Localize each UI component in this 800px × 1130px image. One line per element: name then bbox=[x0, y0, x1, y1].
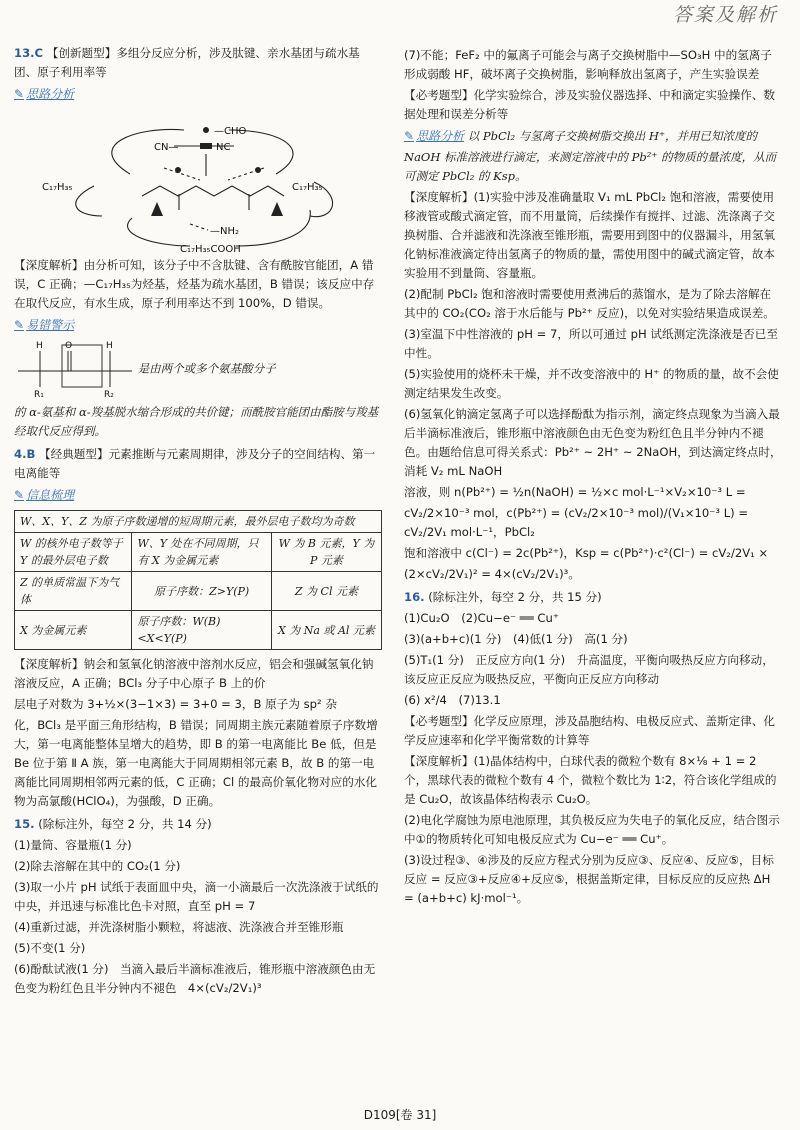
q13-reaction-diagram bbox=[14, 106, 382, 256]
q13-error-label: ✎ 易错警示 bbox=[14, 318, 75, 332]
q15-answer-6: (6)酚酞试液(1 分) 当滴入最后半滴标准液后，锥形瓶中溶液颜色由无色变为粉红色且半分钟内不褪色 4×(cV₂/2V₁)³ bbox=[14, 962, 376, 995]
q15-number: 15. bbox=[14, 817, 35, 831]
table-cell: X 为 Na 或 Al 元素 bbox=[271, 611, 381, 650]
question-16 bbox=[404, 588, 782, 908]
label-cn: CN— bbox=[154, 142, 179, 153]
q15-deep-3: (3)室温下中性溶液的 pH = 7，所以可通过 pH 试纸测定洗涤液是否已至中性。 bbox=[404, 327, 778, 360]
q16-answer-4: (6) x²/4 (7)13.1 bbox=[404, 693, 501, 707]
table-cell: 原子序数：Z>Y(P) bbox=[132, 572, 271, 611]
q16-answer-3: (5)T₁(1 分) 正反应方向(1 分) 升高温度，平衡向吸热反应方向移动，该反应正反应为吸热反应，平衡向正反应方向移动 bbox=[404, 653, 774, 686]
q14-tip-label: ✎ 信息梳理 bbox=[14, 488, 75, 502]
label-cooh: C₁₇H₃₅COOH bbox=[180, 244, 241, 255]
table-cell: W 的核外电子数等于 Y 的最外层电子数 bbox=[15, 533, 132, 572]
label-c17-right: C₁₇H₃₅ bbox=[292, 182, 323, 193]
q13-tip-label: ✎ 思路分析 bbox=[14, 87, 75, 101]
q16-heading bbox=[404, 588, 782, 607]
q16-must-type: 【必考题型】化学反应原理，涉及晶胞结构、电极反应式、盖斯定律、化学反应速率和化学平衡常数的计算等 bbox=[404, 714, 776, 747]
label-o: O bbox=[65, 341, 73, 351]
q16-deep-2: (2)电化学腐蚀为原电池原理，其负极反应为失电子的氧化反应，结合图示中①的物质转化可知电极反应式为 Cu−e⁻ ══ Cu⁺。 bbox=[404, 813, 780, 846]
right-column bbox=[404, 6, 782, 910]
q15-scoring: (除标注外，每空 2 分，共 14 分) bbox=[38, 817, 212, 831]
q15-tip-label: ✎ 思路分析 bbox=[404, 129, 465, 143]
q16-answer-1: (1)Cu₂O (2)Cu−e⁻ ══ Cu⁺ bbox=[404, 611, 559, 625]
table-row bbox=[15, 572, 382, 611]
label-h: H bbox=[36, 341, 43, 351]
table-cell: W 为 B 元素，Y 为 P 元素 bbox=[271, 533, 381, 572]
q16-deep-1: 【深度解析】(1)晶体结构中，白球代表的微粒个数有 8×⅛ + 1 = 2 个，黑球代表的微粒个数有 4 个，微粒个数比为 1∶2，符合该化学组成的是 Cu₂O，故该晶体结构表示 Cu₂O。 bbox=[404, 754, 777, 806]
label-nh2: —NH₂ bbox=[210, 226, 240, 237]
pen-icon: ✎ bbox=[404, 129, 415, 143]
arc-left-bottom bbox=[128, 218, 190, 246]
atom-dot bbox=[255, 167, 261, 173]
question-15-continued bbox=[404, 46, 782, 584]
q15-answer-5: (5)不变(1 分) bbox=[14, 941, 86, 955]
q15-answer-7: (7)不能；FeF₂ 中的氟离子可能会与离子交换树脂中—SO₃H 中的氢离子形成弱酸 HF，破坏离子交换树脂，影响释放出氢离子，产生实验误差 bbox=[404, 48, 772, 81]
q15-must-type: 【必考题型】化学实验综合，涉及实验仪器选择、中和滴定实验操作、数据处理和误差分析等 bbox=[404, 88, 776, 121]
q16-scoring: (除标注外，每空 2 分，共 15 分) bbox=[428, 590, 602, 604]
question-14 bbox=[14, 445, 382, 811]
q14-deep-1: 【深度解析】钠会和氢氧化钠溶液中溶剂水反应，铝会和强碱氢氧化钠溶液反应，A 正确；BCl₃ 分子中心原子 B 上的价 bbox=[14, 657, 374, 690]
q15-heading bbox=[14, 815, 382, 834]
q14-deep-2: 层电子对数为 3+½×(3−1×3) = 3+0 = 3，B 原子为 sp² 杂 bbox=[14, 697, 337, 711]
table-row bbox=[15, 611, 382, 650]
q15-deep-7: cV₂/2×10⁻³ mol，c(Pb²⁺) = (cV₂/2×10⁻³ mol)/(V₁×10⁻³ L) = cV₂/2V₁ mol·L⁻¹，PbCl₂ bbox=[404, 506, 749, 539]
page-header-title: 答案及解析 bbox=[672, 4, 778, 26]
wedge-right bbox=[271, 202, 283, 216]
q16-deep-3: (3)设过程③、④涉及的反应方程式分别为反应③、反应④、反应⑤，目标反应 = 反应③+反应④+反应⑤，根据盖斯定律，目标反应的反应热 ΔH = (a+b+c) kJ·mol⁻¹。 bbox=[404, 853, 774, 905]
q15-answer-3: (3)取一小片 pH 试纸于表面皿中央，滴一小滴最后一次洗涤液于试纸的中央，并迅速与标准比色卡对照，直至 pH = 7 bbox=[14, 880, 379, 913]
label-nc: NC bbox=[216, 142, 231, 153]
table-row bbox=[15, 533, 382, 572]
wedge-left bbox=[151, 202, 163, 216]
q14-number: 4.B bbox=[14, 447, 36, 461]
q15-deep-4: (5)实验使用的烧杯未干燥，并不改变溶液中的 H⁺ 的物质的量，故不会使测定结果发生改变。 bbox=[404, 367, 779, 400]
q15-deep-5: (6)氢氧化钠滴定氢离子可以选择酚酞为指示剂，滴定终点现象为当滴入最后半滴标准液后，锥形瓶中溶液颜色由无色变为粉红色且半分钟内不褪色。由题给信息可得关系式：Pb²⁺ ~ 2H⁺ ~ 2NaOH，到达滴定终点时，消耗 V₂ mL NaOH bbox=[404, 407, 782, 478]
table-row bbox=[15, 511, 382, 533]
q14-info-table bbox=[14, 510, 382, 650]
atom-dot bbox=[203, 127, 209, 133]
q13-heading bbox=[14, 44, 382, 82]
q13-deep-analysis: 【深度解析】由分析可知，该分子中不含肽键、含有酰胺官能团，A 错误，C 正确；—C₁₇H₃₅为烃基，烃基为疏水基团，B 错误；该反应中存在取代反应，有水生成，原子利用率达不到 100%，D 错误。 bbox=[14, 258, 375, 310]
table-cell: W、X、Y、Z 为原子序数递增的短周期元素，最外层电子数均为奇数 bbox=[15, 511, 382, 533]
label-r1: R₁ bbox=[34, 390, 44, 400]
q15-deep-6: 溶液，则 n(Pb²⁺) = ½n(NaOH) = ½×c mol·L⁻¹×V₂×10⁻³ L = bbox=[404, 485, 746, 499]
q16-answer-2: (3)(a+b+c)(1 分) (4)低(1 分) 高(1 分) bbox=[404, 632, 628, 646]
q15-tip: ✎ 思路分析 以 PbCl₂ 与氢离子交换树脂交换出 H⁺，并用已知浓度的 NaOH 标准溶液进行滴定，来测定溶液中的 Pb²⁺ 的物质的量浓度，从而可测定 PbCl₂ 的 Ksp。 bbox=[404, 129, 777, 183]
q15-deep-8: 饱和溶液中 c(Cl⁻) = 2c(Pb²⁺)，Ksp = c(Pb²⁺)·c²(Cl⁻) = cV₂/2V₁ × bbox=[404, 546, 769, 560]
pen-icon: ✎ bbox=[14, 87, 25, 101]
q15-deep-1: 【深度解析】(1)实验中涉及准确量取 V₁ mL PbCl₂ 饱和溶液，需要使用移液管或酸式滴定管，而不用量筒，后续操作有搅拌、过滤、洗涤离子交换树脂、合并滤液和洗涤液至锥形瓶，需要用到图中的仪器漏斗，用氢氧化钠标准液滴定待出氢离子的物质的量，需使用图中的碱式滴定管，故本实验用不到量筒、容量瓶。 bbox=[404, 190, 776, 280]
label-r2: R₂ bbox=[104, 390, 114, 400]
table-cell: 原子序数：W(B)<X<Y(P) bbox=[132, 611, 271, 650]
q14-heading bbox=[14, 445, 382, 483]
label-cho: —CHO bbox=[214, 126, 247, 137]
q15-deep-2: (2)配制 PbCl₂ 饱和溶液时需要使用煮沸后的蒸馏水，是为了除去溶解在其中的 CO₂(CO₂ 溶于水后能与 Pb²⁺ 反应)，以免对实验结果造成误差。 bbox=[404, 287, 775, 320]
atom-dot bbox=[175, 167, 181, 173]
atom-block bbox=[200, 143, 212, 149]
q15-answer-4: (4)重新过滤，并洗涤树脂小颗粒，将滤液、洗涤液合并至锥形瓶 bbox=[14, 920, 344, 934]
peptide-bond-diagram bbox=[14, 337, 134, 401]
left-column bbox=[14, 44, 382, 1000]
pen-icon: ✎ bbox=[14, 318, 25, 332]
page-number: D109[卷 31] bbox=[363, 1108, 437, 1122]
q15-answer-1: (1)量筒、容量瓶(1 分) bbox=[14, 838, 132, 852]
table-cell: X 为金属元素 bbox=[15, 611, 132, 650]
q15-answer-2: (2)除去溶解在其中的 CO₂(1 分) bbox=[14, 859, 181, 873]
label-h: H bbox=[106, 341, 113, 351]
q13-type: 【创新题型】多组分反应分析，涉及肽键、亲水基团与疏水基团、原子利用率等 bbox=[14, 46, 360, 79]
label-c17-left: C₁₇H₃₅ bbox=[42, 182, 73, 193]
q13-error-note-cont: 的 α-氨基和 α-羧基脱水缩合形成的共价键；而酰胺官能团由酯胺与羧基经取代反应得到。 bbox=[14, 405, 379, 438]
pen-icon: ✎ bbox=[14, 488, 25, 502]
q14-deep-3: 化，BCl₃ 是平面三角形结构，B 错误；同周期主族元素随着原子序数增大，第一电离能整体呈增大的趋势，即 B 的第一电离能比 Be 低，但是 Be 位于第 Ⅱ A 族，第一电离能大于同周期相邻元素 B，故 B 的第一电离能比同周期相邻两元素的低，C 正确；Cl 的最高价氧化物对应的水化物为高氯酸(HClO₄)，为强酸，D 正确。 bbox=[14, 718, 378, 808]
q14-type: 【经典题型】元素推断与元素周期律，涉及分子的空间结构、第一电离能等 bbox=[14, 447, 376, 480]
question-15 bbox=[14, 815, 382, 998]
q16-number: 16. bbox=[404, 590, 425, 604]
table-cell: Z 为 Cl 元素 bbox=[271, 572, 381, 611]
q15-deep-9: (2×cV₂/2V₁)² = 4×(cV₂/2V₁)³。 bbox=[404, 567, 580, 581]
q13-number: 13.C bbox=[14, 46, 44, 60]
table-cell: W、Y 处在不同周期，只有 X 为金属元素 bbox=[132, 533, 271, 572]
q13-error-note: H O H R₁ R₂ 是由两个或多个氨基酸分子 bbox=[14, 337, 382, 401]
table-cell: Z 的单质常温下为气体 bbox=[15, 572, 132, 611]
question-13 bbox=[14, 44, 382, 441]
